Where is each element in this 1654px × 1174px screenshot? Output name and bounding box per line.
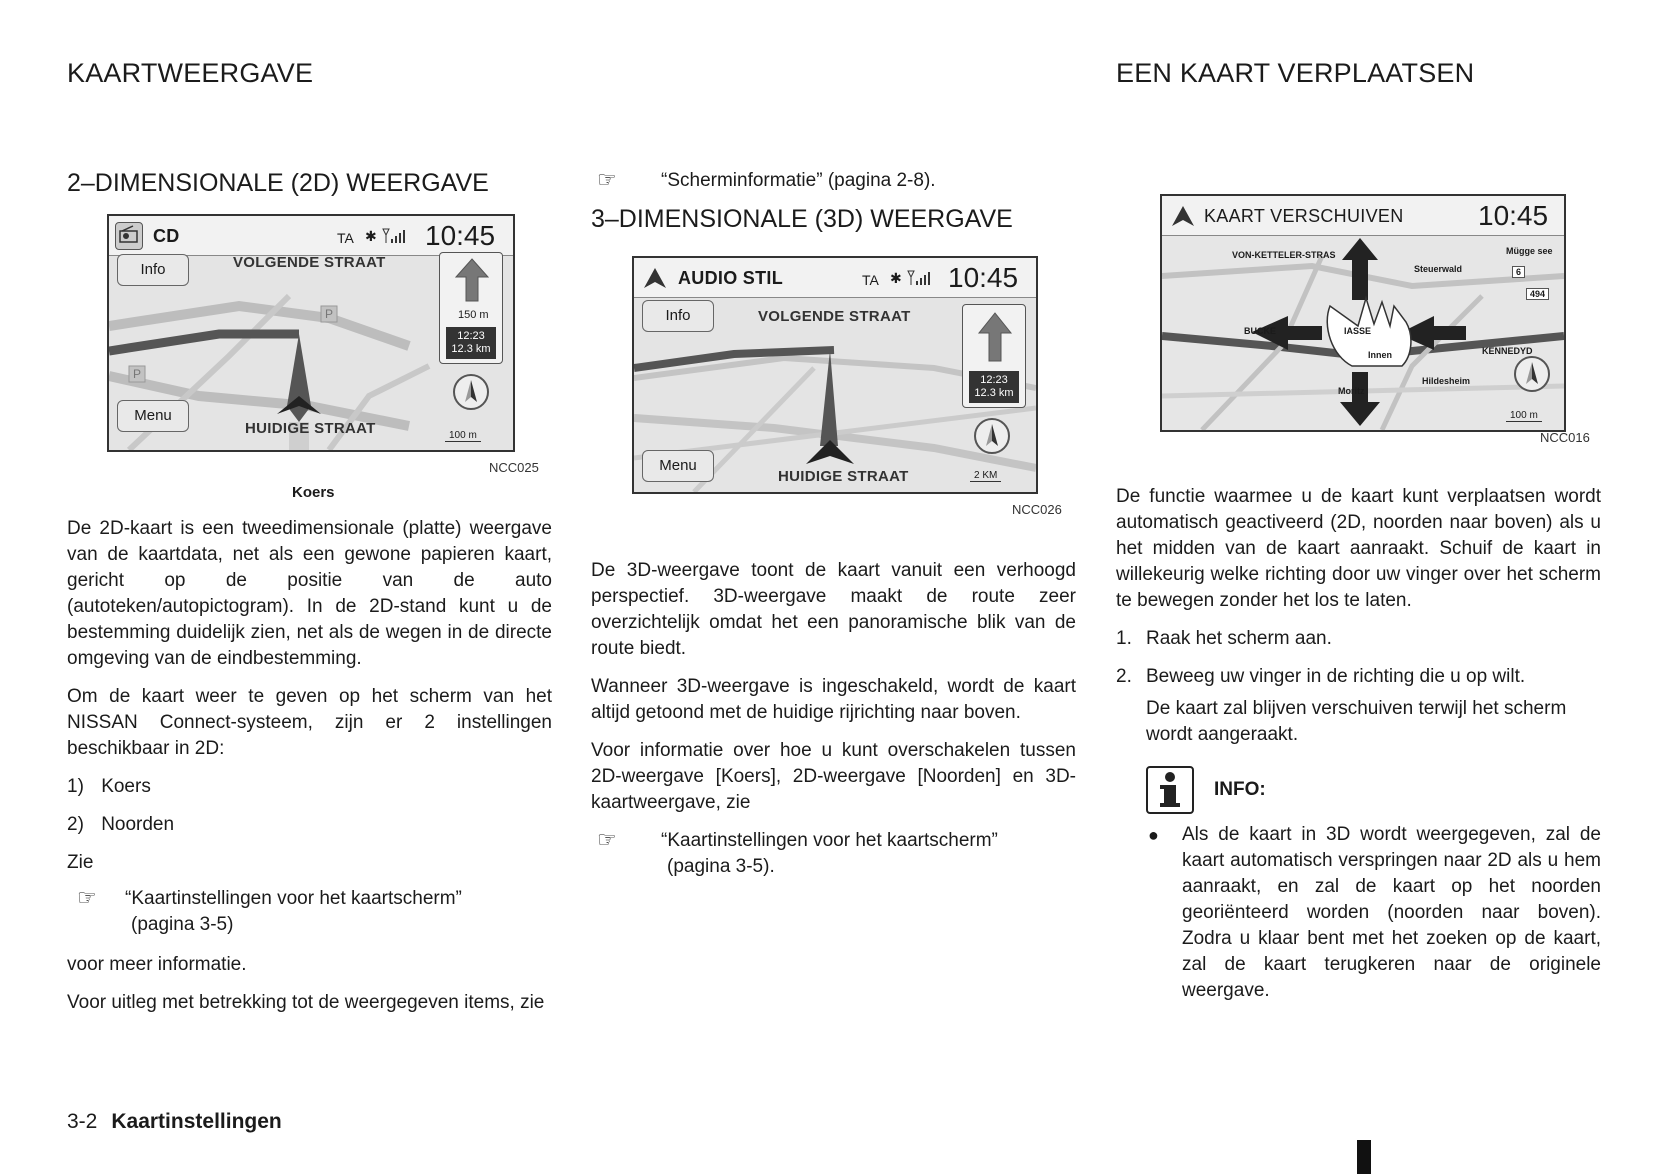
- right-page-header: EEN KAART VERPLAATSEN: [1116, 58, 1475, 88]
- figure-code: NCC026: [1012, 502, 1062, 517]
- column-3d-text: [591, 558, 1076, 894]
- ref-title[interactable]: “Kaartinstellingen voor het kaartscherm”: [125, 888, 462, 909]
- menu-button[interactable]: Menu: [117, 400, 189, 432]
- list-number: 2): [67, 814, 84, 835]
- current-street: HUIDIGE STRAAT: [245, 420, 376, 437]
- ref-title[interactable]: “Kaartinstellingen voor het kaartscherm”: [661, 830, 998, 851]
- step-text: Raak het scherm aan.: [1146, 628, 1332, 649]
- list-item: [67, 812, 552, 838]
- next-street: VOLGENDE STRAAT: [758, 308, 911, 325]
- info-button[interactable]: Info: [117, 254, 189, 286]
- screen-title: KAART VERSCHUIVEN: [1204, 206, 1404, 226]
- page-footer: [67, 1110, 282, 1134]
- audio-source-label: AUDIO STIL: [678, 268, 783, 288]
- title-bar: [1162, 196, 1564, 236]
- list-text: Koers: [101, 776, 151, 797]
- signal-icon: [381, 227, 407, 250]
- ta-indicator: TA: [862, 272, 879, 288]
- radio-icon: [115, 222, 143, 250]
- figure-code: NCC016: [1540, 430, 1590, 445]
- arrow-up-icon: [454, 257, 490, 308]
- audio-source-label: CD: [153, 226, 180, 246]
- ta-indicator: TA: [337, 230, 354, 246]
- ref-page[interactable]: (pagina 3-5).: [667, 856, 775, 877]
- current-street: HUIDIGE STRAAT: [778, 468, 909, 485]
- map-scale: 100 m: [1506, 410, 1542, 422]
- section-title: Kaartinstellingen: [111, 1110, 282, 1133]
- road-badge: 6: [1512, 266, 1525, 278]
- cross-reference: [77, 886, 552, 938]
- parking-icon: P: [132, 367, 141, 381]
- bullet-dot-icon: ●: [1148, 825, 1159, 845]
- info-box-header: [1146, 766, 1601, 814]
- info-button[interactable]: Info: [642, 300, 714, 332]
- compass-icon[interactable]: [453, 374, 489, 410]
- page-edge-marker: [1357, 1140, 1371, 1174]
- figure-2d-map: [107, 214, 515, 452]
- list-number: 1): [67, 776, 84, 797]
- menu-button[interactable]: Menu: [642, 450, 714, 482]
- paragraph: De 3D-weergave toont de kaart vanuit een verhoogd perspectief. 3D-weergave maakt de route zeer overzichtelijk omdat het een panoramische blik van de route biedt.: [591, 560, 1076, 659]
- map-label: KENNEDYD: [1482, 346, 1533, 356]
- signal-icon: [906, 269, 932, 292]
- page-number: 3-2: [67, 1110, 98, 1133]
- map-label: Moritz: [1338, 386, 1365, 396]
- figure-3d-map: [632, 256, 1038, 494]
- pointing-hand-icon: ☞: [597, 167, 617, 192]
- cross-reference: [597, 168, 1076, 194]
- bluetooth-icon: ✱: [365, 228, 377, 244]
- map-scale: 2 KM: [970, 470, 1001, 482]
- clock: 10:45: [1478, 200, 1549, 231]
- turn-guidance-panel: [439, 252, 503, 364]
- pointing-hand-icon: ☞: [597, 827, 617, 852]
- eta-time: 12:23: [457, 330, 485, 342]
- paragraph: Voor informatie over hoe u kunt overschakelen tussen 2D-weergave [Koers], 2D-weergave [Noorden] en 3D-kaartweergave, zie: [591, 740, 1076, 813]
- map-label: Innen: [1368, 350, 1392, 360]
- ref-page[interactable]: (pagina 3-5): [131, 914, 234, 935]
- paragraph: De functie waarmee u de kaart kunt verplaatsen wordt automatisch geactiveerd (2D, noorden naar boven) als u het midden van de kaart aanraakt. Schuif de kaart in willekeurig welke richting door uw vinger over het scherm te bewegen zonder het los te laten.: [1116, 486, 1601, 611]
- step-text: Beweeg uw vinger in de richting die u op wilt.: [1146, 666, 1526, 687]
- list-item: [67, 774, 552, 800]
- status-bar: [634, 258, 1036, 298]
- navigation-arrow-icon: [1170, 204, 1196, 233]
- map-label: VON-KETTELER-STRAS: [1232, 250, 1336, 260]
- status-bar: [109, 216, 513, 256]
- see-label: Zie: [67, 852, 94, 873]
- map-scale: 100 m: [445, 430, 481, 442]
- bluetooth-icon: ✱: [890, 270, 902, 286]
- clock: 10:45: [425, 220, 496, 251]
- column-map-scroll-text: [1116, 484, 1601, 1004]
- column-3d: [591, 168, 1076, 234]
- map-label: Mügge see: [1506, 246, 1553, 256]
- map-label: Steuerwald: [1414, 264, 1463, 274]
- parking-icon: P: [324, 307, 333, 321]
- next-street: VOLGENDE STRAAT: [233, 254, 386, 271]
- paragraph: voor meer informatie.: [67, 954, 247, 975]
- step-item: [1116, 664, 1601, 690]
- column-2d-text: [67, 516, 552, 1028]
- info-icon: [1146, 766, 1194, 814]
- eta-time: 12:23: [980, 374, 1008, 386]
- turn-guidance-panel: [962, 304, 1026, 408]
- heading-2d: 2–DIMENSIONALE (2D) WEERGAVE: [67, 169, 489, 197]
- list-text: Noorden: [101, 814, 175, 835]
- paragraph: Wanneer 3D-weergave is ingeschakeld, wordt de kaart altijd getoond met de huidige rijrichting naar boven.: [591, 676, 1076, 723]
- cross-reference: [597, 828, 1076, 880]
- eta-distance: 12.3 km: [451, 343, 491, 355]
- eta-box: [446, 327, 496, 359]
- bullet-text: Als de kaart in 3D wordt weergegeven, zal de kaart automatisch verspringen naar 2D als u hem aanraakt, en zal de kaart op het noorden georiënteerd worden (noorden naar boven). Zodra u klaar bent met het zoeken op de kaart, zal de kaart terugkeren naar de originele weergave.: [1182, 824, 1601, 1001]
- step-note: De kaart zal blijven verschuiven terwijl het scherm wordt aangeraakt.: [1146, 698, 1567, 745]
- compass-icon[interactable]: [974, 418, 1010, 454]
- step-number: 1.: [1116, 628, 1132, 649]
- eta-box: [969, 371, 1019, 403]
- paragraph: Om de kaart weer te geven op het scherm van het NISSAN Connect-systeem, zijn er 2 instellingen beschikbaar in 2D:: [67, 686, 552, 759]
- figure-caption: Koers: [292, 484, 335, 501]
- heading-3d: 3–DIMENSIONALE (3D) WEERGAVE: [591, 205, 1013, 233]
- ref-title[interactable]: “Scherminformatie” (pagina 2-8).: [661, 170, 936, 191]
- figure-map-scroll: [1160, 194, 1566, 432]
- info-label: INFO:: [1214, 779, 1266, 800]
- map-label: Hildesheim: [1422, 376, 1471, 386]
- road-badge: 494: [1526, 288, 1549, 300]
- step-number: 2.: [1116, 666, 1132, 687]
- map-area[interactable]: [1162, 236, 1564, 430]
- figure-code: NCC025: [489, 460, 539, 475]
- navigation-arrow-icon: [642, 266, 668, 295]
- paragraph: Voor uitleg met betrekking tot de weergegeven items, zie: [67, 992, 545, 1013]
- map-label: BUCKE: [1244, 326, 1277, 336]
- arrow-up-icon: [977, 311, 1013, 368]
- left-page-header: KAARTWEERGAVE: [67, 58, 314, 88]
- paragraph: De 2D-kaart is een tweedimensionale (platte) weergave van de kaartdata, net als een gewone papieren kaart, gericht op de positie van de auto (autoteken/autopictogram). In de 2D-stand kunt u de bestemming duidelijk zien, net als de wegen in de directe omgeving van de eindbestemming.: [67, 518, 552, 669]
- step-item: [1116, 626, 1601, 652]
- pointing-hand-icon: ☞: [77, 885, 97, 910]
- turn-distance: 150 m: [458, 309, 489, 321]
- map-label: IASSE: [1344, 326, 1372, 336]
- info-bullet: [1148, 822, 1601, 1004]
- clock: 10:45: [948, 262, 1019, 293]
- compass-icon[interactable]: [1514, 356, 1550, 392]
- eta-distance: 12.3 km: [974, 387, 1014, 399]
- column-2d: [67, 168, 552, 198]
